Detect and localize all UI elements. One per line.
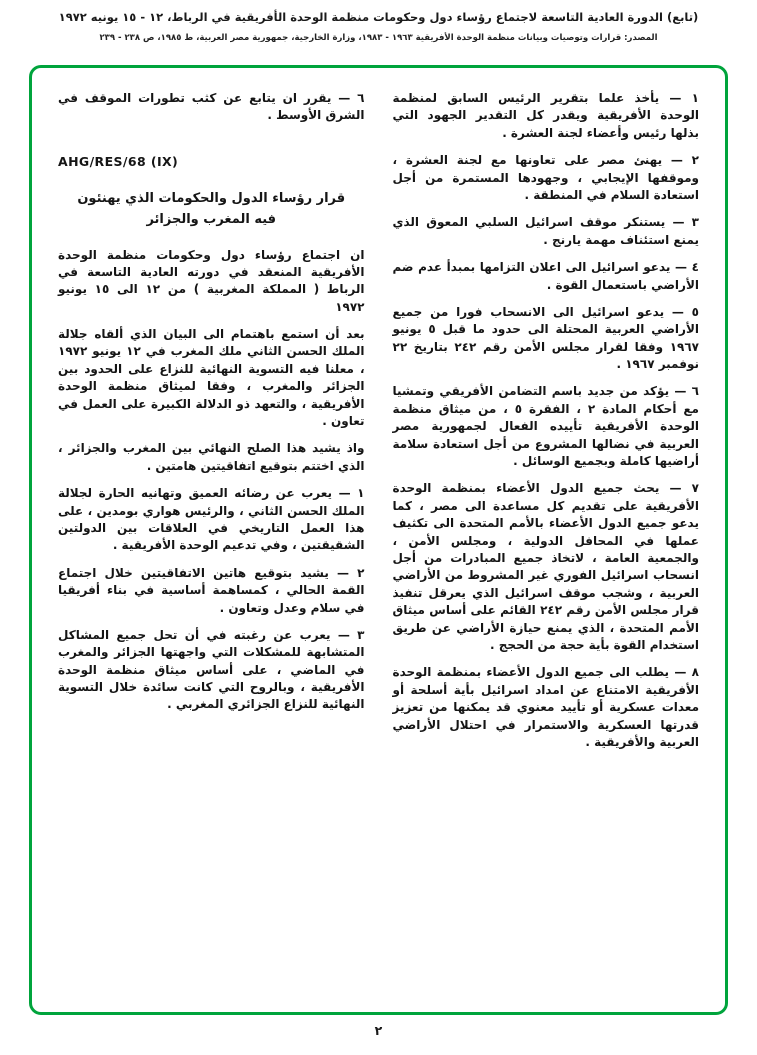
document-green-border	[29, 65, 728, 1015]
resolution-clause-2: ٢ — يهنئ مصر على تعاونها مع لجنة العشرة ، وموقفها الإيجابي ، وجهودها المستمرة من أجل استعادة السلام في المنطقة .	[392, 153, 699, 202]
column-right	[393, 90, 700, 994]
two-column-body	[58, 90, 699, 994]
header-source-note: المصدر: قرارات وتوصيات وبيانات منظمة الوحدة الأفريقية ١٩٦٣ - ١٩٨٣، وزارة الخارجية، جمهورية مصر العربية، ط ١٩٨٥، ص ٢٣٨ - ٢٣٩	[99, 33, 658, 43]
operative-clause-2: ٢ — يشيد بتوقيع هاتين الاتفاقيتين خلال اجتماع القمة الحالي ، كمساهمة أساسية في بناء أفريقيا في سلام وعدل وتعاون .	[58, 565, 365, 615]
resolution-clause-5: ٥ — يدعو اسرائيل الى الانسحاب فورا من جميع الأراضي العربية المحتلة الى حدود ما قبل ٥ يونيو ١٩٦٧ وفقا لقرار مجلس الأمن رقم ٢٤٢ بتاريخ ٢٢ نوفمبر ١٩٦٧ .	[392, 304, 699, 372]
resolution-reference-number: AHG/RES/68 (IX)	[58, 153, 179, 169]
resolution-title-line1: قرار رؤساء الدول والحكومات الذي يهنئون	[77, 190, 346, 206]
header-session-title: (تابع) الدورة العادية التاسعة لاجتماع رؤساء دول وحكومات منظمة الوحدة الأفريقية في الرباط، ١٢ - ١٥ يونيه ١٩٧٢	[58, 10, 699, 24]
resolution-clause-7: ٧ — يحث جميع الدول الأعضاء بمنظمة الوحدة الأفريقية على تقديم كل مساعدة الى مصر ، كما يدعو جميع الدول الأعضاء بالأمم المتحدة الى تكثيف عملها في المحافل الدولية ، ومجلس الأمن ، والجمعية العامة ، لاتخاذ جميع المبادرات من أجل انسحاب اسرائيل الفوري غير المشروط من الأراضي العربية ، وشجب موقف اسرائيل الذي يعرقل تنفيذ قرار مجلس الأمن رقم ٢٤٢ القائم على أساس ميثاق الأمم المتحدة ، الذي يمنع حيازة الأراضي عن طريق استخدام القوة بأية حجة من الحجج .	[392, 481, 699, 652]
operative-clause-1: ١ — يعرب عن رضائه العميق وتهانيه الحارة لجلالة الملك الحسن الثاني ، والرئيس هواري بومدين ، على هذا العمل التاريخي في العلاقات بين الدولتين الشقيقتين ، وفي تدعيم الوحدة الأفريقية .	[58, 486, 365, 553]
preamble-paragraph-3: واذ يشيد هذا الصلح النهائي بين المغرب والجزائر ، الذي اختتم بتوقيع اتفاقيتين هامتين .	[58, 441, 365, 473]
preamble-paragraph-2: بعد أن استمع باهتمام الى البيان الذي ألقاه جلالة الملك الحسن الثاني ملك المغرب في ١٢ يونيو ١٩٧٢ ، معلنا فيه التسوية النهائية للنزاع على الحدود بين الجزائر والمغرب ، وفقا لميثاق منظمة الوحدة الأفريقية ، والتعهد ذو الدلالة الكبيرة على العمل في تعاون .	[58, 327, 365, 429]
page-header	[0, 0, 757, 43]
previous-resolution-clause-6: ٦ — يقرر ان يتابع عن كثب تطورات الموقف في الشرق الأوسط .	[58, 91, 365, 123]
resolution-clause-4: ٤ — يدعو اسرائيل الى اعلان التزامها بمبدأ عدم ضم الأراضي باستعمال القوة .	[392, 260, 699, 292]
resolution-clause-3: ٣ — يستنكر موقف اسرائيل السلبي المعوق الذي يمنع استئناف مهمة يارنج .	[392, 215, 699, 247]
column-left	[58, 90, 365, 994]
operative-clause-3: ٣ — يعرب عن رغبته في أن تحل جميع المشاكل المتشابهة للمشكلات التي واجهتها الجزائر والمغرب في الماضي ، على أساس ميثاق منظمة الوحدة الأفريقية ، وبالروح التي كانت سائدة خلال التسوية النهائية للنزاع الجزائري المغربي .	[58, 627, 365, 712]
page-number: ٢	[374, 1023, 383, 1038]
resolution-title-line2: فيه المغرب والجزائر	[146, 211, 277, 227]
resolution-title	[58, 189, 365, 231]
resolution-clause-8: ٨ — يطلب الى جميع الدول الأعضاء بمنظمة الوحدة الأفريقية الامتناع عن امداد اسرائيل بأية أسلحة أو معدات عسكرية أو تأييد معنوي قد يمكنها من تعزيز قدرتها العسكرية والاستمرار في احتلال الأراضي العربية والأفريقية .	[392, 665, 699, 749]
resolution-clause-6: ٦ — يؤكد من جديد باسم التضامن الأفريقي وتمشيا مع أحكام المادة ٢ ، الفقرة ٥ ، من ميثاق منظمة الوحدة الأفريقية تأييده الفعال لجمهورية مصر العربية في نضالها المشروع من أجل استعادة سلامة أراضيها كاملة وبجميع الوسائل .	[392, 384, 699, 469]
resolution-clause-1: ١ — يأخذ علما بتقرير الرئيس السابق لمنظمة الوحدة الأفريقية ويقدر كل التقدير الجهود التي بذلها رئيس وأعضاء لجنة العشرة .	[392, 91, 699, 140]
preamble-paragraph-1: ان اجتماع رؤساء دول وحكومات منظمة الوحدة الأفريقية المنعقد في دورته العادية التاسعة في الرباط ( المملكة المغربية ) من ١٢ الى ١٥ يونيو ١٩٧٢	[58, 247, 365, 314]
